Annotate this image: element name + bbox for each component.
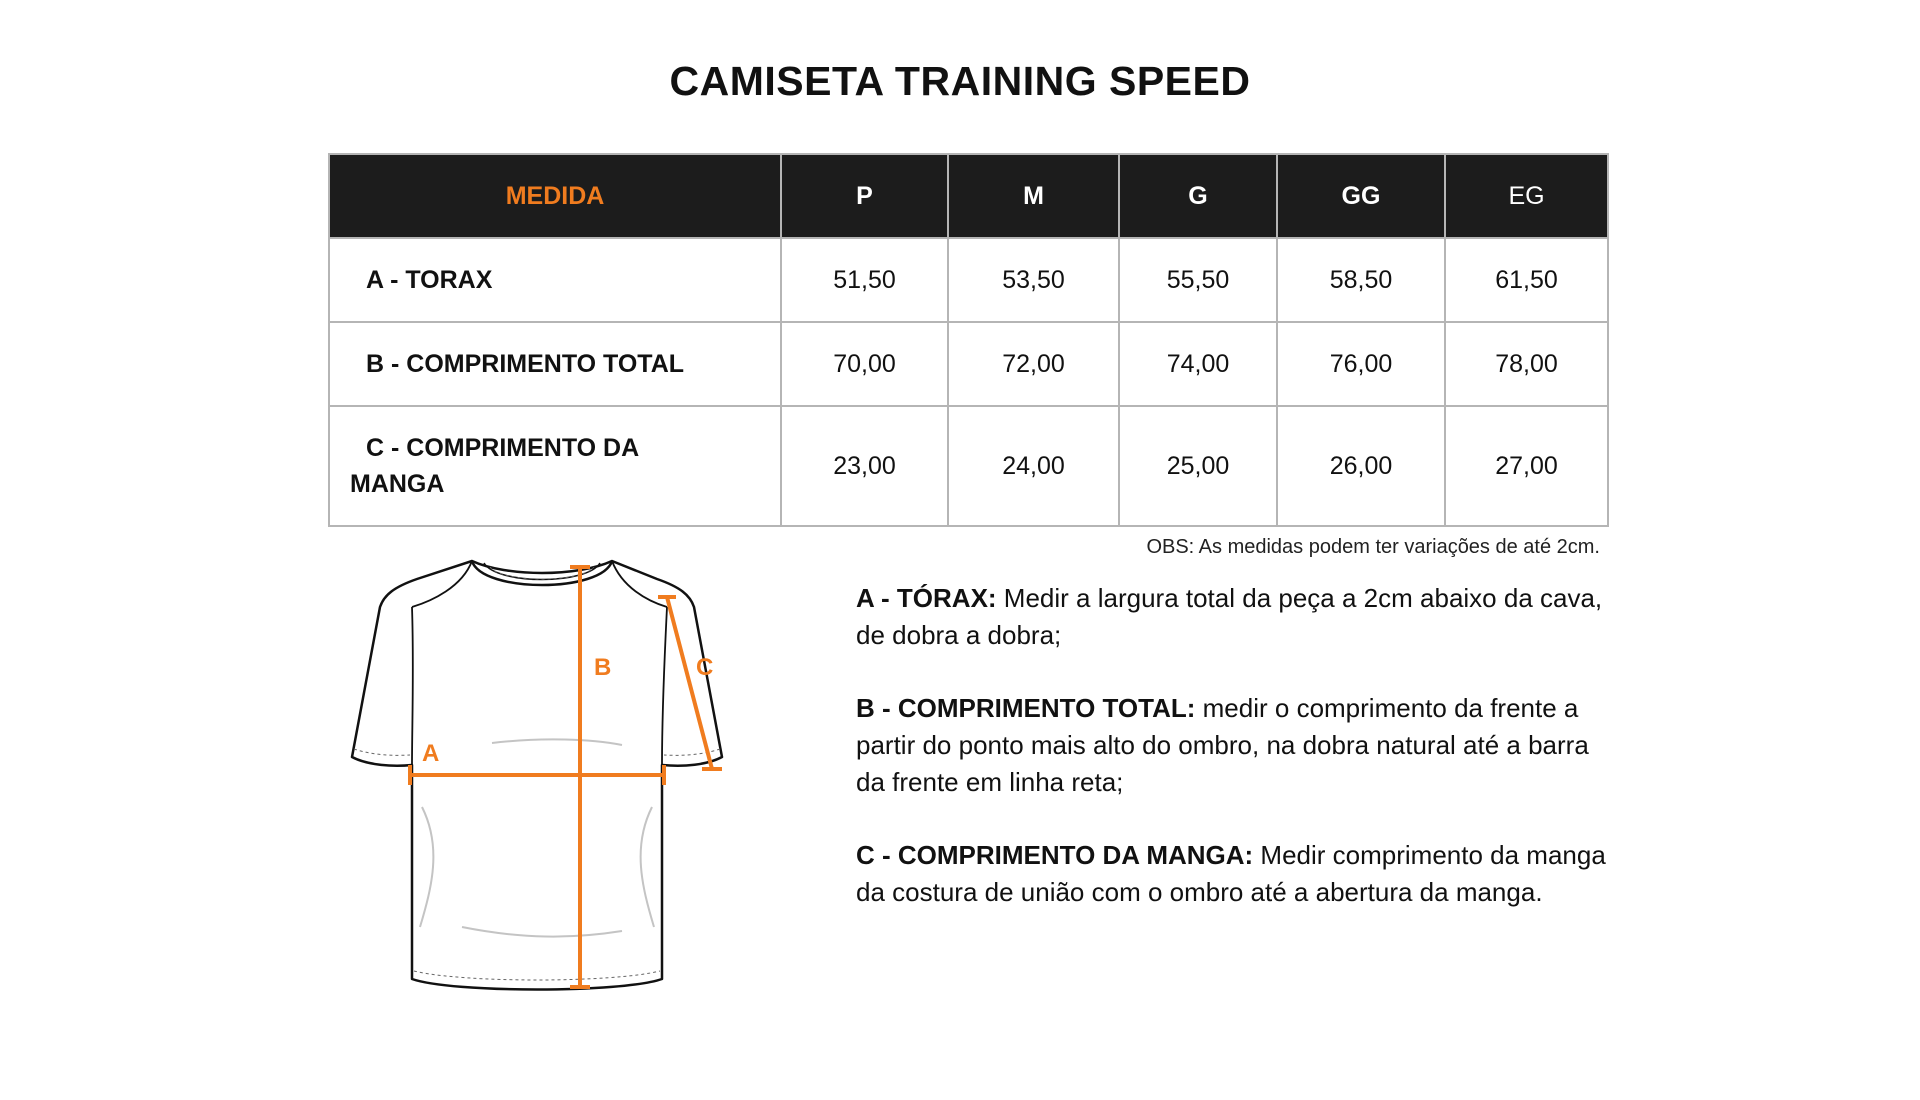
- size-table: [328, 153, 1609, 527]
- table-cell: 78,00: [1445, 322, 1608, 406]
- table-row: [329, 238, 1608, 322]
- description-term: B - COMPRIMENTO TOTAL:: [856, 693, 1196, 723]
- measurement-descriptions: [856, 580, 1606, 947]
- table-cell: 70,00: [781, 322, 948, 406]
- table-row: [329, 406, 1608, 526]
- table-header-row: [329, 154, 1608, 238]
- table-cell: 55,50: [1119, 238, 1277, 322]
- description-term: C - COMPRIMENTO DA MANGA:: [856, 840, 1254, 870]
- table-cell: 61,50: [1445, 238, 1608, 322]
- table-cell: 25,00: [1119, 406, 1277, 526]
- description-a: [856, 580, 1606, 654]
- description-c: [856, 837, 1606, 911]
- table-cell: 27,00: [1445, 406, 1608, 526]
- description-text: Medir comprimento da manga da costura de união com o ombro até a abertura da manga.: [856, 840, 1606, 907]
- label-b: B: [594, 654, 612, 681]
- tshirt-diagram: [322, 547, 762, 1047]
- table-cell: 26,00: [1277, 406, 1445, 526]
- row-label: [329, 406, 781, 526]
- header-size-p: P: [781, 154, 948, 238]
- table-cell: 58,50: [1277, 238, 1445, 322]
- table-cell: 74,00: [1119, 322, 1277, 406]
- table-cell: 23,00: [781, 406, 948, 526]
- label-c: C: [696, 654, 714, 681]
- label-a: A: [422, 740, 440, 767]
- description-text: medir o comprimento da frente a partir do ponto mais alto do ombro, na dobra natural até a barra da frente em linha reta;: [856, 693, 1589, 797]
- description-text: Medir a largura total da peça a 2cm abaixo da cava, de dobra a dobra;: [856, 583, 1603, 650]
- table-cell: 53,50: [948, 238, 1119, 322]
- description-term: A - TÓRAX:: [856, 583, 997, 613]
- row-label: [329, 322, 781, 406]
- table-cell: 24,00: [948, 406, 1119, 526]
- table-cell: 51,50: [781, 238, 948, 322]
- table-row: [329, 322, 1608, 406]
- row-label-text: B - COMPRIMENTO TOTAL: [366, 350, 685, 378]
- header-medida: MEDIDA: [329, 154, 781, 238]
- header-size-m: M: [948, 154, 1119, 238]
- obs-note: OBS: As medidas podem ter variações de até 2cm.: [1146, 536, 1600, 558]
- row-label: [329, 238, 781, 322]
- description-b: [856, 690, 1606, 801]
- row-label-line2: MANGA: [350, 470, 445, 498]
- row-label-text: A - TORAX: [366, 266, 493, 294]
- page-title: CAMISETA TRAINING SPEED: [669, 58, 1251, 104]
- row-label-line1: C - COMPRIMENTO DA: [366, 434, 640, 462]
- table-cell: 72,00: [948, 322, 1119, 406]
- header-size-g: G: [1119, 154, 1277, 238]
- header-size-eg: EG: [1445, 154, 1608, 238]
- table-cell: 76,00: [1277, 322, 1445, 406]
- header-size-gg: GG: [1277, 154, 1445, 238]
